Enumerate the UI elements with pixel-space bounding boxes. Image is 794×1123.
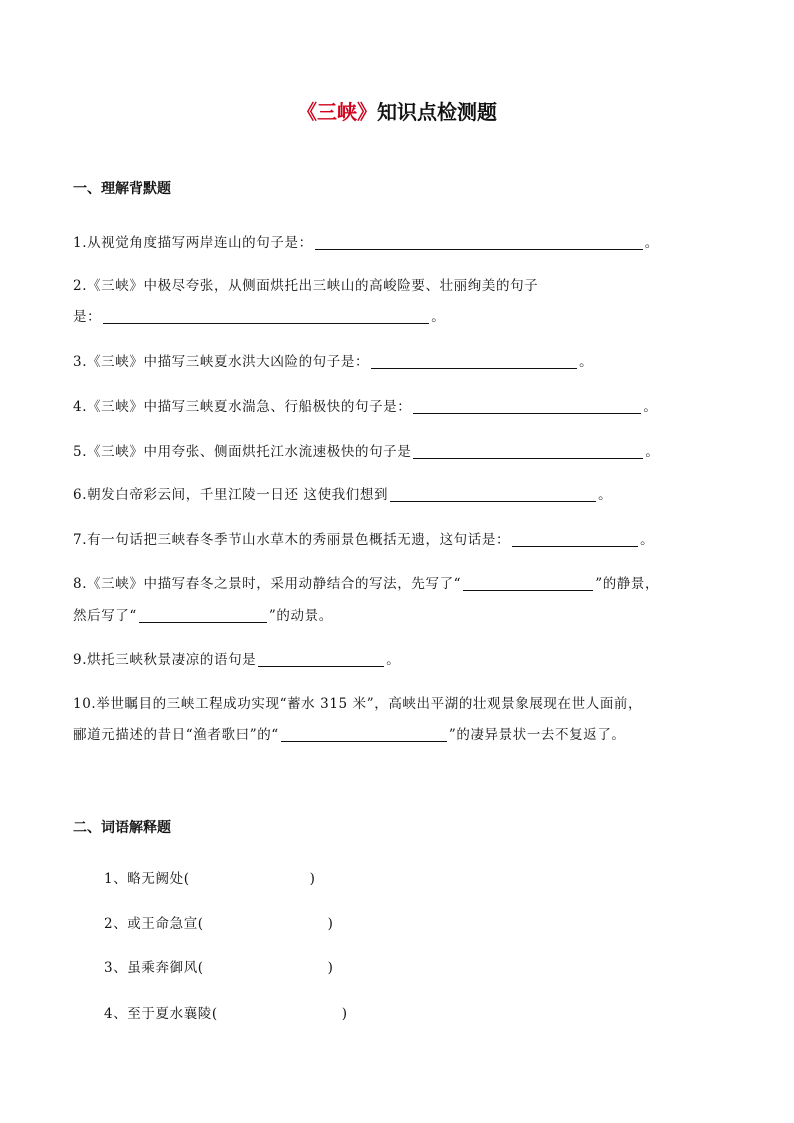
answer-blank-4[interactable] bbox=[413, 399, 641, 414]
answer-blank-5[interactable] bbox=[413, 444, 643, 459]
answer-blank-3[interactable] bbox=[371, 354, 577, 369]
answer-blank-6[interactable] bbox=[390, 487, 596, 502]
section-1-heading: 一、理解背默题 bbox=[73, 181, 171, 197]
answer-blank-2[interactable] bbox=[103, 309, 429, 324]
question-9: 9.烘托三峡秋景凄凉的语句是 。 bbox=[73, 652, 401, 668]
question-3: 3.《三峡》中描写三峡夏水洪大凶险的句子是： 。 bbox=[73, 354, 594, 370]
question-2-line-1: 2.《三峡》中极尽夸张，从侧面烘托出三峡山的高峻险要、壮丽绚美的句子 bbox=[73, 278, 539, 294]
vocab-item-1: 1、略无阙处( ) bbox=[104, 871, 316, 887]
question-6: 6.朝发白帝彩云间，千里江陵一日还 这使我们想到 。 bbox=[73, 487, 613, 503]
answer-blank-8b[interactable] bbox=[139, 608, 267, 623]
question-10-line-2: 郦道元描述的昔日“渔者歌曰”的“ ”的凄异景状一去不复返了。 bbox=[73, 727, 626, 743]
page-title bbox=[0, 96, 794, 125]
answer-blank-9[interactable] bbox=[258, 652, 384, 667]
answer-blank-7[interactable] bbox=[512, 532, 638, 547]
question-5: 5.《三峡》中用夸张、侧面烘托江水流速极快的句子是 。 bbox=[73, 444, 660, 460]
question-4: 4.《三峡》中描写三峡夏水湍急、行船极快的句子是： 。 bbox=[73, 399, 658, 415]
vocab-item-2: 2、或王命急宣( ) bbox=[104, 916, 334, 932]
section-2-heading: 二、词语解释题 bbox=[73, 820, 171, 836]
question-8-line-2: 然后写了“ ”的动景。 bbox=[73, 608, 333, 624]
question-1: 1.从视觉角度描写两岸连山的句子是： 。 bbox=[73, 235, 659, 251]
question-8-line-1: 8.《三峡》中描写春冬之景时，采用动静结合的写法，先写了“ ”的静景， bbox=[73, 576, 660, 592]
vocab-item-4: 4、至于夏水襄陵( ) bbox=[104, 1006, 348, 1022]
title-rest: 知识点检测题 bbox=[377, 100, 497, 124]
vocab-item-3: 3、虽乘奔御风( ) bbox=[104, 960, 334, 976]
answer-blank-8a[interactable] bbox=[463, 576, 593, 591]
answer-blank-1[interactable] bbox=[315, 235, 643, 250]
question-10-line-1: 10.举世瞩目的三峡工程成功实现“蓄水 315 米”，高峡出平湖的壮观景象展现在世人面前， bbox=[73, 696, 643, 712]
answer-blank-10[interactable] bbox=[281, 727, 447, 742]
question-7: 7.有一句话把三峡春冬季节山水草木的秀丽景色概括无遗，这句话是： 。 bbox=[73, 532, 655, 548]
title-book-name: 《三峡》 bbox=[297, 100, 377, 124]
question-2-line-2: 是： 。 bbox=[73, 309, 446, 325]
